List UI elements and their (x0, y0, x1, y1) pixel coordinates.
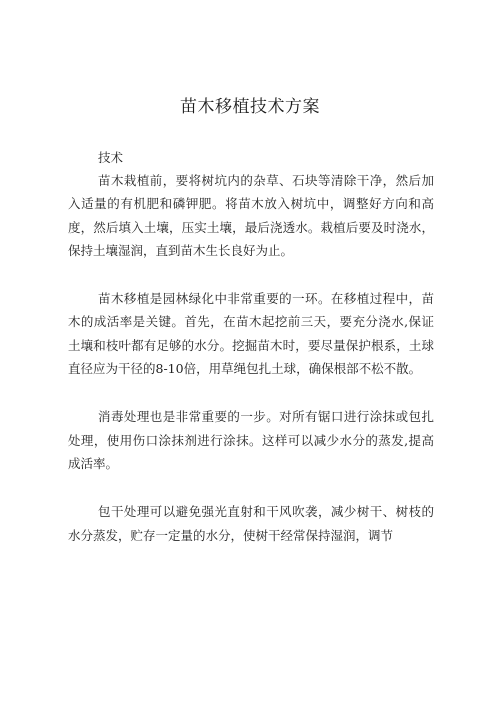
section-subheading: 技术 (98, 150, 124, 165)
paragraph-transplanting: 苗木移植是园林绿化中非常重要的一环。在移植过程中，苗木的成活率是关键。首先，在苗木起挖前三天，要充分浇水,保证土壤和枝叶都有足够的水分。挖掘苗木时，要尽量保护根系，土球直径应为干径的8-10倍，用草绳包扎土球，确保根部不松不散。 (68, 291, 434, 377)
document-body (68, 146, 434, 547)
page-title: 苗木移植技术方案 (180, 97, 320, 117)
paragraph-trunk-wrapping: 包干处理可以避免强光直射和干风吹袭，减少树干、树枝的水分蒸发，贮存一定量的水分，使树干经常保持湿润，调节 (68, 504, 434, 543)
paragraph-planting: 苗木栽植前，要将树坑内的杂草、石块等清除干净，然后加入适量的有机肥和磷钾肥。将苗木放入树坑中，调整好方向和高度，然后填入土壤，压实土壤，最后浇透水。栽植后要及时浇水，保持土壤湿润，直到苗木生长良好为止。 (68, 173, 434, 258)
paragraph-disinfection: 消毒处理也是非常重要的一步。对所有锯口进行涂抹或包扎处理，使用伤口涂抹剂进行涂抹。这样可以减少水分的蒸发,提高成活率。 (68, 409, 434, 471)
